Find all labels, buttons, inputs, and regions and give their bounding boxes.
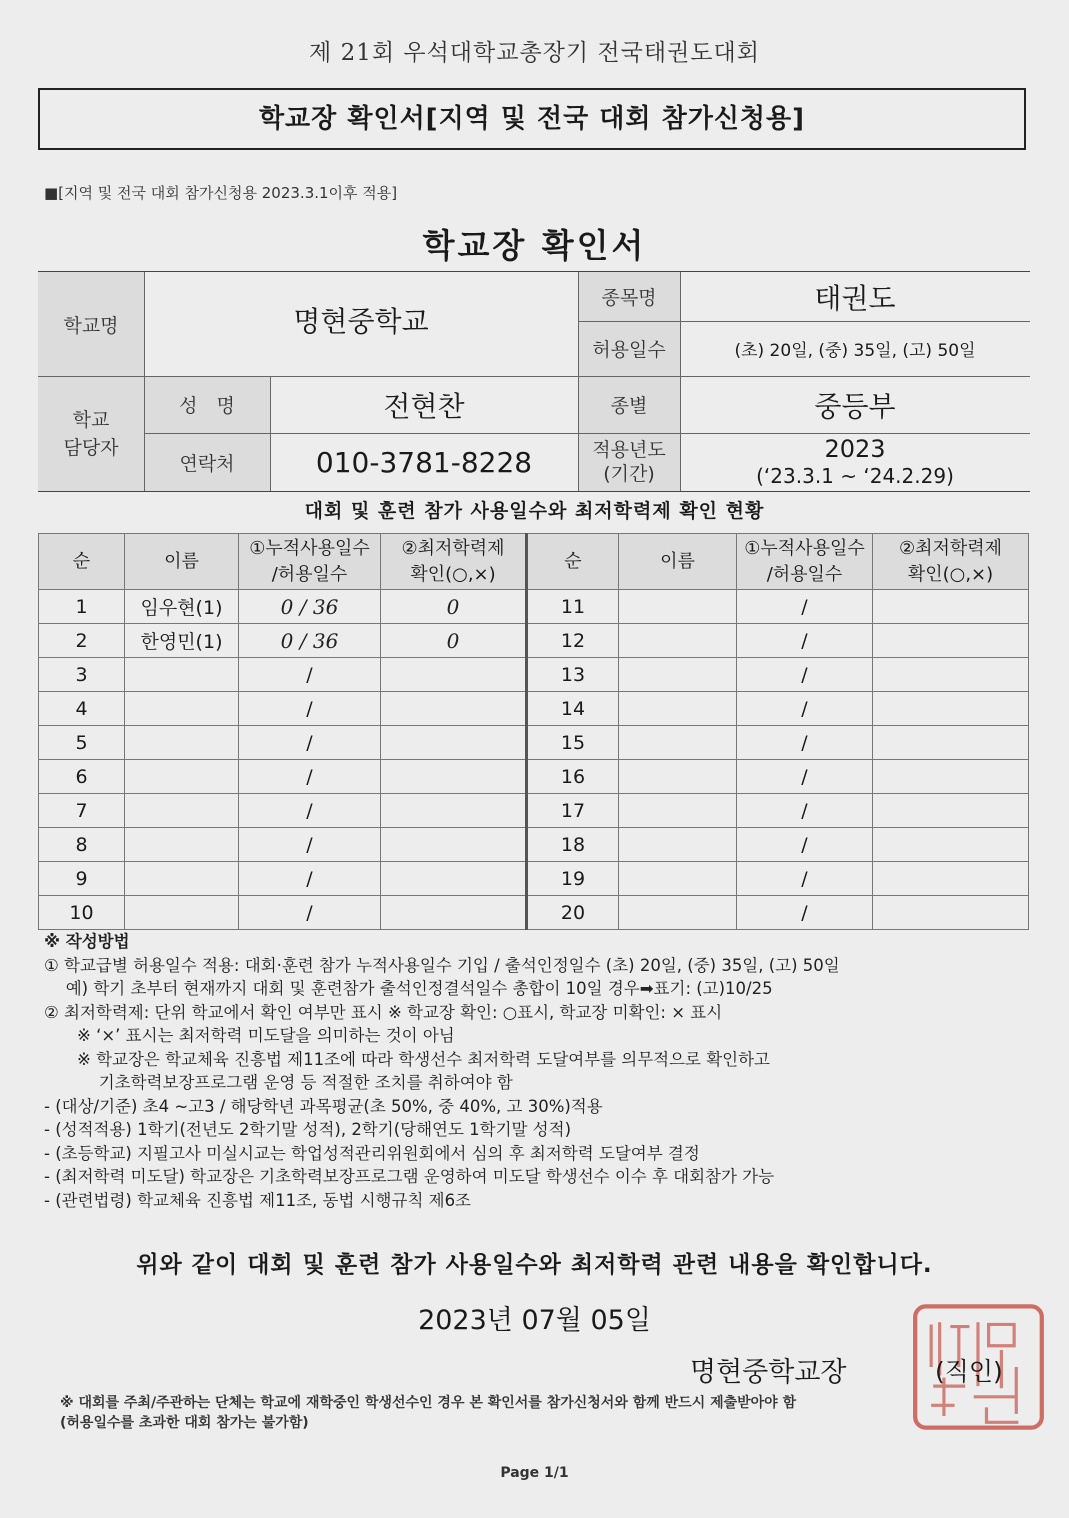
instruction-line: ※ ‘×’ 표시는 최저학력 미도달을 의미하는 것이 아님 xyxy=(44,1026,455,1045)
roster-cell-days: / xyxy=(737,726,873,760)
table-row xyxy=(39,590,1029,624)
roster-cell-check xyxy=(873,590,1029,624)
instruction-line: 기초학력보장프로그램 운영 등 적절한 조치를 취하여야 함 xyxy=(44,1073,513,1092)
roster-cell-name xyxy=(619,760,737,794)
roster-cell-no: 16 xyxy=(527,760,619,794)
instruction-line: ※ 학교장은 학교체육 진흥법 제11조에 따라 학생선수 최저학력 도달여부를 의무적으로 확인하고 xyxy=(44,1049,770,1069)
issue-date: 2023년 07월 05일 xyxy=(418,1305,651,1336)
roster-cell-check xyxy=(873,624,1029,658)
table-row xyxy=(39,726,1029,760)
instruction-line: - (성적적용) 1학기(전년도 2학기말 성적), 2학기(당해연도 1학기말 성적) xyxy=(44,1120,572,1139)
manager-name-label: 성 명 xyxy=(144,376,270,433)
form-title: 학교장 확인서 xyxy=(422,226,647,265)
roster-section-title: 대회 및 훈련 참가 사용일수와 최저학력제 확인 현황 xyxy=(304,500,765,522)
roster-cell-days: 0 / 36 xyxy=(239,590,381,624)
roster-cell-no: 12 xyxy=(527,624,619,658)
roster-cell-no: 10 xyxy=(39,896,125,930)
roster-cell-no: 13 xyxy=(527,658,619,692)
roster-cell-name xyxy=(619,692,737,726)
col-header-name: 이름 xyxy=(619,534,737,590)
roster-cell-check xyxy=(381,862,527,896)
application-year-value: 2023 xyxy=(824,435,886,463)
roster-cell-name xyxy=(619,862,737,896)
roster-cell-days: / xyxy=(239,794,381,828)
roster-cell-days: / xyxy=(239,760,381,794)
roster-cell-check xyxy=(873,726,1029,760)
roster-cell-check xyxy=(873,760,1029,794)
roster-cell-days: / xyxy=(737,692,873,726)
roster-cell-name: 한영민(1) xyxy=(125,624,239,658)
roster-cell-no: 15 xyxy=(527,726,619,760)
roster-cell-days: 0 / 36 xyxy=(239,624,381,658)
document-title-box: 학교장 확인서[지역 및 전국 대회 참가신청용] xyxy=(38,88,1026,150)
roster-table xyxy=(38,533,1029,930)
roster-cell-check xyxy=(381,726,527,760)
roster-cell-check xyxy=(873,658,1029,692)
roster-cell-check xyxy=(381,828,527,862)
roster-cell-days: / xyxy=(737,828,873,862)
info-table xyxy=(38,271,1030,492)
application-period-value: (‘23.3.1 ~ ‘24.2.29) xyxy=(756,464,954,488)
allowed-days-value: (초) 20일, (중) 35일, (고) 50일 xyxy=(734,341,976,361)
col-header-check: ②최저학력제 확인(○,×) xyxy=(873,534,1029,590)
sport-value: 태권도 xyxy=(814,281,896,315)
roster-cell-days: / xyxy=(737,760,873,794)
sport-label: 종목명 xyxy=(578,272,680,321)
roster-cell-no: 14 xyxy=(527,692,619,726)
roster-cell-days: / xyxy=(239,692,381,726)
roster-cell-check xyxy=(873,794,1029,828)
application-year-cell xyxy=(680,433,1030,491)
roster-cell-name xyxy=(619,590,737,624)
applicability-note: ■[지역 및 전국 대회 참가신청용 2023.3.1이후 적용] xyxy=(44,184,398,202)
col-header-check: ②최저학력제 확인(○,×) xyxy=(381,534,527,590)
roster-cell-days: / xyxy=(737,794,873,828)
roster-cell-no: 20 xyxy=(527,896,619,930)
roster-cell-name xyxy=(619,794,737,828)
roster-cell-no: 8 xyxy=(39,828,125,862)
contact-label: 연락처 xyxy=(144,433,270,491)
roster-cell-name xyxy=(619,828,737,862)
roster-cell-name xyxy=(619,624,737,658)
roster-cell-check xyxy=(873,828,1029,862)
division-value: 중등부 xyxy=(814,389,896,423)
school-name-label: 학교명 xyxy=(38,272,144,376)
roster-cell-name xyxy=(125,692,239,726)
roster-cell-no: 6 xyxy=(39,760,125,794)
event-title: 제 21회 우석대학교총장기 전국태권도대회 xyxy=(309,40,760,66)
table-row xyxy=(39,692,1029,726)
roster-cell-check xyxy=(381,760,527,794)
roster-cell-no: 7 xyxy=(39,794,125,828)
roster-cell-days: / xyxy=(737,896,873,930)
submission-note-line: (허용일수를 초과한 대회 참가는 불가함) xyxy=(60,1415,309,1431)
roster-cell-no: 1 xyxy=(39,590,125,624)
roster-cell-name xyxy=(125,794,239,828)
roster-cell-days: / xyxy=(239,862,381,896)
roster-cell-name xyxy=(619,726,737,760)
submission-note-line: ※ 대회를 주최/주관하는 단체는 학교에 재학중인 학생선수인 경우 본 확인서를 참가신청서와 함께 반드시 제출받아야 함 xyxy=(60,1395,797,1411)
instruction-line: - (최저학력 미도달) 학교장은 기초학력보장프로그램 운영하여 미도달 학생선수 이수 후 대회참가 가능 xyxy=(44,1167,775,1186)
manager-name-value: 전현찬 xyxy=(383,389,465,423)
instruction-line: - (대상/기준) 초4 ~고3 / 해당학년 과목평균(초 50%, 중 40%, 고 30%)적용 xyxy=(44,1096,603,1116)
instructions-title: ※ 작성방법 xyxy=(44,932,130,951)
roster-cell-no: 11 xyxy=(527,590,619,624)
col-header-name: 이름 xyxy=(125,534,239,590)
roster-cell-days: / xyxy=(239,896,381,930)
roster-cell-name xyxy=(125,828,239,862)
roster-cell-no: 19 xyxy=(527,862,619,896)
allowed-days-label: 허용일수 xyxy=(578,321,680,376)
roster-cell-no: 5 xyxy=(39,726,125,760)
instruction-line: 예) 학기 초부터 현재까지 대회 및 훈련참가 출석인정결석일수 총합이 10일 경우➡표기: (고)10/25 xyxy=(44,979,773,998)
roster-cell-check xyxy=(381,794,527,828)
roster-cell-days: / xyxy=(239,828,381,862)
school-name-value: 명현중학교 xyxy=(293,305,429,338)
roster-cell-name xyxy=(125,760,239,794)
roster-cell-check xyxy=(381,658,527,692)
submission-note xyxy=(60,1393,796,1433)
roster-cell-check: 0 xyxy=(381,624,527,658)
roster-cell-no: 3 xyxy=(39,658,125,692)
roster-cell-days: / xyxy=(737,862,873,896)
roster-cell-days: / xyxy=(737,624,873,658)
instruction-line: ② 최저학력제: 단위 학교에서 확인 여부만 표시 ※ 학교장 확인: ○표시, 학교장 미확인: × 표시 xyxy=(44,1002,723,1022)
roster-cell-check xyxy=(381,692,527,726)
table-row xyxy=(39,658,1029,692)
table-row xyxy=(39,828,1029,862)
contact-value: 010-3781-8228 xyxy=(315,445,533,479)
table-row xyxy=(39,760,1029,794)
roster-cell-days: / xyxy=(737,658,873,692)
roster-cell-days: / xyxy=(239,658,381,692)
col-header-no: 순 xyxy=(527,534,619,590)
principal-signature-line: 명현중학교장 xyxy=(690,1357,847,1388)
table-row xyxy=(39,624,1029,658)
page-number: Page 1/1 xyxy=(500,1465,569,1481)
instruction-line: - (관련법령) 학교체육 진흥법 제11조, 동법 시행규칙 제6조 xyxy=(44,1190,471,1210)
col-header-no: 순 xyxy=(39,534,125,590)
col-header-days: ①누적사용일수 /허용일수 xyxy=(737,534,873,590)
roster-header-row xyxy=(39,534,1029,590)
instruction-line: ① 학교급별 허용일수 적용: 대회·훈련 참가 누적사용일수 기입 / 출석인정일수 (초) 20일, (중) 35일, (고) 50일 xyxy=(44,955,840,975)
roster-cell-name: 임우현(1) xyxy=(125,590,239,624)
col-header-days: ①누적사용일수 /허용일수 xyxy=(239,534,381,590)
roster-cell-name xyxy=(125,896,239,930)
confirmation-statement: 위와 같이 대회 및 훈련 참가 사용일수와 최저학력 관련 내용을 확인합니다. xyxy=(136,1252,933,1278)
roster-cell-days: / xyxy=(737,590,873,624)
table-row xyxy=(39,896,1029,930)
roster-cell-name xyxy=(125,726,239,760)
table-row xyxy=(39,862,1029,896)
division-label: 종별 xyxy=(578,376,680,433)
roster-cell-days: / xyxy=(239,726,381,760)
table-row xyxy=(39,794,1029,828)
roster-cell-check xyxy=(873,862,1029,896)
application-year-label: 적용년도 (기간) xyxy=(578,433,680,491)
roster-cell-name xyxy=(125,658,239,692)
instruction-line: - (초등학교) 지필고사 미실시교는 학업성적관리위원회에서 심의 후 최저학력 도달여부 결정 xyxy=(44,1143,700,1163)
manager-label: 학교 담당자 xyxy=(38,376,144,491)
writing-instructions xyxy=(44,930,1034,1212)
roster-cell-no: 2 xyxy=(39,624,125,658)
roster-cell-check xyxy=(381,896,527,930)
roster-cell-name xyxy=(125,862,239,896)
roster-cell-check xyxy=(873,896,1029,930)
seal-label: (직인) xyxy=(935,1357,1003,1386)
roster-cell-check: 0 xyxy=(381,590,527,624)
roster-cell-no: 9 xyxy=(39,862,125,896)
roster-cell-name xyxy=(619,896,737,930)
roster-cell-check xyxy=(873,692,1029,726)
roster-cell-no: 18 xyxy=(527,828,619,862)
roster-cell-no: 17 xyxy=(527,794,619,828)
roster-cell-no: 4 xyxy=(39,692,125,726)
roster-cell-name xyxy=(619,658,737,692)
